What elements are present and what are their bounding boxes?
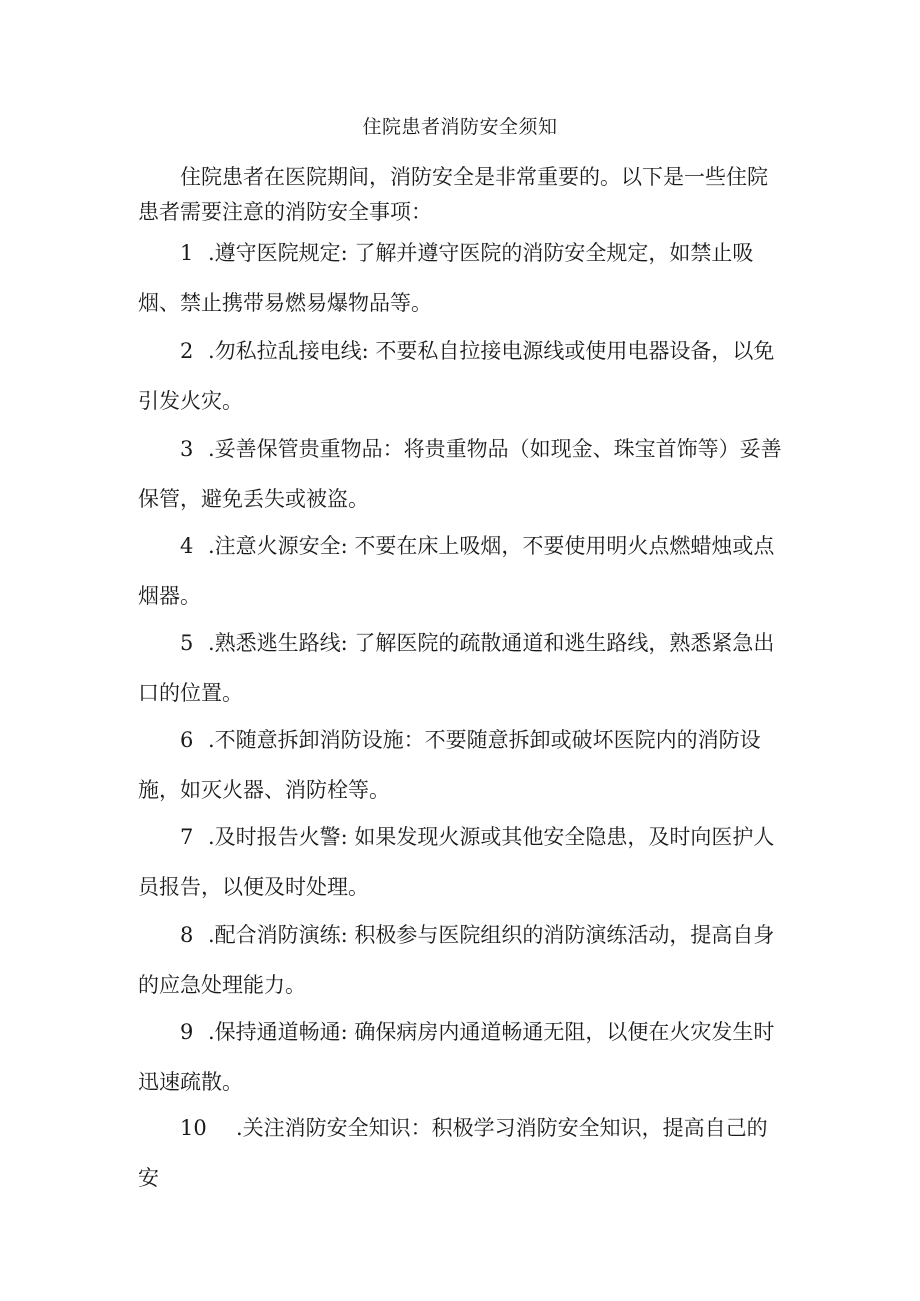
item-number: 5 <box>180 631 194 655</box>
item-number: 7 <box>180 825 194 849</box>
item-text: .妥善保管贵重物品：将贵重物品（如现金、珠宝首饰等）妥善保管，避免丢失或被盗。 <box>138 437 782 511</box>
document-title: 住院患者消防安全须知 <box>362 116 558 138</box>
list-item <box>138 1103 788 1203</box>
item-number: 3 <box>180 437 194 461</box>
item-number: 8 <box>180 923 194 947</box>
list-item <box>138 910 788 1010</box>
item-text: .关注消防安全知识：积极学习消防安全知识，提高自己的安 <box>138 1116 768 1190</box>
item-text: .熟悉逃生路线: 了解医院的疏散通道和逃生路线，熟悉紧急出口的位置。 <box>138 631 775 705</box>
item-text: .保持通道畅通: 确保病房内通道畅通无阻，以便在火灾发生时迅速疏散。 <box>138 1020 775 1094</box>
list-item <box>138 521 788 621</box>
item-number: 6 <box>180 728 194 752</box>
item-text: .勿私拉乱接电线: 不要私自拉接电源线或使用电器设备，以免引发火灾。 <box>138 339 775 413</box>
intro-paragraph: 住院患者在医院期间，消防安全是非常重要的。以下是一些住院患者需要注意的消防安全事项： <box>138 165 768 224</box>
list-item <box>138 1007 788 1107</box>
item-text: .配合消防演练: 积极参与医院组织的消防演练活动，提高自身的应急处理能力。 <box>138 923 775 997</box>
item-text: .注意火源安全: 不要在床上吸烟，不要使用明火点燃蜡烛或点烟器。 <box>138 534 775 608</box>
list-item <box>138 326 788 426</box>
item-text: .遵守医院规定: 了解并遵守医院的消防安全规定，如禁止吸烟、禁止携带易燃易爆物品等。 <box>138 241 754 315</box>
list-item <box>138 715 788 815</box>
item-text: .不随意拆卸消防设施：不要随意拆卸或破坏医院内的消防设施，如灭火器、消防栓等。 <box>138 728 761 802</box>
list-item <box>138 424 788 524</box>
item-number: 4 <box>180 534 194 558</box>
item-number: 2 <box>180 339 194 363</box>
list-item <box>138 618 788 718</box>
item-number: 9 <box>180 1020 194 1044</box>
item-number: 1 <box>180 241 194 265</box>
item-number: 10 <box>180 1116 207 1140</box>
item-text: .及时报告火警: 如果发现火源或其他安全隐患，及时向医护人员报告，以便及时处理。 <box>138 825 775 899</box>
list-item <box>138 228 788 328</box>
list-item <box>138 812 788 912</box>
